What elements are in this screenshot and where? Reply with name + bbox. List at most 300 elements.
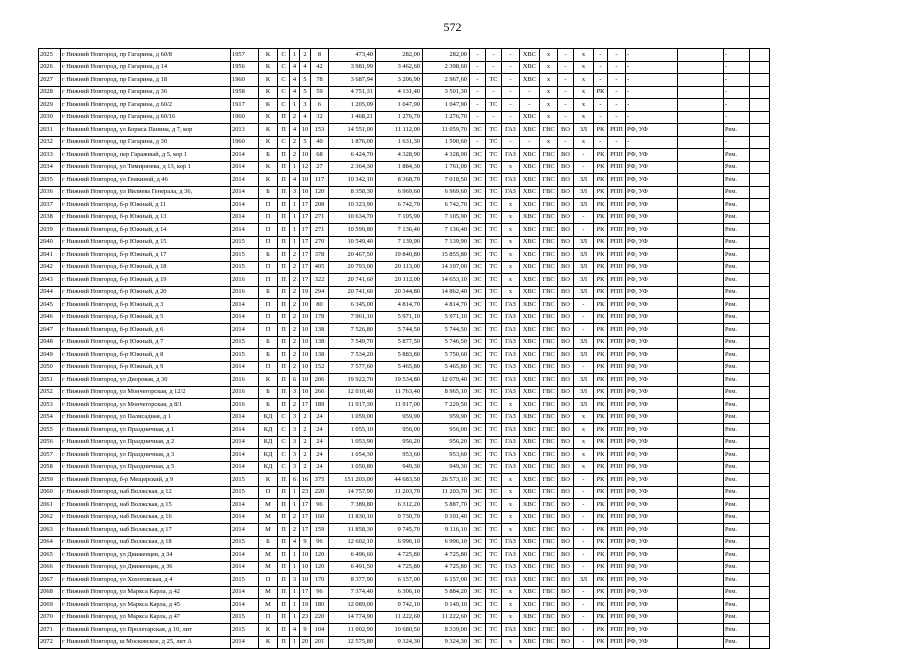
cell-sewerage: ВО: [558, 561, 574, 574]
cell-total-area: 14 757,90: [329, 486, 376, 499]
table-row: [39, 336, 770, 349]
cell-extra: [750, 49, 770, 62]
table-row: [39, 599, 770, 612]
cell-blank: [678, 599, 724, 612]
cell-total-area: 1 468,21: [329, 111, 376, 124]
cell-cold-water: ХВС: [520, 424, 540, 437]
cell-wall: С: [278, 424, 290, 437]
cell-material: Б: [259, 149, 278, 162]
cell-gas: х: [502, 499, 520, 512]
cell-material: К: [259, 86, 278, 99]
cell-address: г Нижний Новгород, ул Генкиной, д 46: [61, 174, 231, 187]
cell-material: М: [259, 599, 278, 612]
cell-total-area: 3 687,94: [329, 74, 376, 87]
cell-private-area: 1 590,60: [423, 136, 470, 149]
cell-address: г Нижний Новгород, ул Маркса Карла, д 42: [61, 586, 231, 599]
cell-extra: [750, 311, 770, 324]
cell-sewerage: ВО: [558, 186, 574, 199]
table-row: [39, 486, 770, 499]
cell-waste-chute: -: [574, 524, 594, 537]
cell-private-area: 953,60: [423, 449, 470, 462]
cell-elevator: РПП: [608, 124, 626, 137]
cell-apartments: 206: [311, 374, 329, 387]
cell-gas: ГАЗ: [502, 186, 520, 199]
cell-waste-chute: х: [574, 424, 594, 437]
cell-elevator: РПП: [608, 386, 626, 399]
cell-material: Б: [259, 286, 278, 299]
cell-row-number: 2058: [39, 461, 61, 474]
cell-row-number: 2043: [39, 274, 61, 287]
cell-row-number: 2072: [39, 636, 61, 649]
cell-gas: х: [502, 249, 520, 262]
cell-private-area: 959,90: [423, 411, 470, 424]
cell-floors: 20: [300, 636, 311, 649]
cell-blank: [678, 374, 724, 387]
cell-heating: ТС: [486, 249, 502, 262]
cell-floors: 10: [300, 311, 311, 324]
cell-heating: ТС: [486, 211, 502, 224]
cell-sections: 3: [290, 461, 300, 474]
cell-apartments: 24: [311, 449, 329, 462]
cell-material: П: [259, 236, 278, 249]
cell-apartments: 170: [311, 574, 329, 587]
cell-hot-water: х: [540, 111, 558, 124]
cell-wall: П: [278, 311, 290, 324]
cell-address: г Нижний Новгород, б-р Южный, д 18: [61, 261, 231, 274]
cell-address: г Нижний Новгород, наб Волжская, д 18: [61, 536, 231, 549]
table-row: [39, 374, 770, 387]
cell-elevator: РПП: [608, 424, 626, 437]
cell-gas: х: [502, 524, 520, 537]
cell-cold-water: ХВС: [520, 561, 540, 574]
cell-sewerage: ВО: [558, 536, 574, 549]
cell-extra: [750, 274, 770, 287]
cell-material: К: [259, 99, 278, 112]
cell-elevator: РПП: [608, 211, 626, 224]
cell-facade: -: [626, 61, 678, 74]
cell-roof-repair: РК: [594, 161, 608, 174]
cell-total-area: 7 526,80: [329, 324, 376, 337]
cell-extra: [750, 586, 770, 599]
cell-total-area: 8 377,90: [329, 574, 376, 587]
table-row: [39, 411, 770, 424]
cell-address: г Нижний Новгород, б-р Южный, д 7: [61, 336, 231, 349]
cell-wall: П: [278, 236, 290, 249]
cell-remark: Рем.: [724, 411, 750, 424]
cell-address: г Нижний Новгород, б-р Южный, д 11: [61, 199, 231, 212]
cell-roof-repair: -: [594, 49, 608, 62]
cell-total-area: 7 549,70: [329, 336, 376, 349]
cell-gas: -: [502, 61, 520, 74]
cell-extra: [750, 411, 770, 424]
cell-electricity: ЭС: [470, 586, 486, 599]
cell-apartments: 96: [311, 586, 329, 599]
cell-heating: ТС: [486, 199, 502, 212]
cell-elevator: РПП: [608, 299, 626, 312]
cell-sewerage: -: [558, 86, 574, 99]
cell-gas: ГАЗ: [502, 149, 520, 162]
cell-total-area: 7 534,20: [329, 349, 376, 362]
cell-private-area: 9 116,10: [423, 524, 470, 537]
cell-floors: 2: [300, 436, 311, 449]
cell-sections: 2: [290, 149, 300, 162]
cell-elevator: -: [608, 74, 626, 87]
cell-extra: [750, 61, 770, 74]
cell-address: г Нижний Новгород, ш Московское, д 25, лит А: [61, 636, 231, 649]
cell-roof-repair: РК: [594, 611, 608, 624]
cell-elevator: РПП: [608, 161, 626, 174]
cell-build-year: 2016: [231, 386, 259, 399]
cell-row-number: 2066: [39, 561, 61, 574]
cell-hot-water: ГВС: [540, 199, 558, 212]
cell-total-area: 10 634,70: [329, 211, 376, 224]
cell-gas: ГАЗ: [502, 561, 520, 574]
cell-material: Б: [259, 336, 278, 349]
cell-cold-water: ХВС: [520, 386, 540, 399]
cell-remark: Рем.: [724, 586, 750, 599]
cell-electricity: ЭС: [470, 324, 486, 337]
cell-private-area: 956,20: [423, 436, 470, 449]
cell-roof-repair: РК: [594, 211, 608, 224]
cell-build-year: 2014: [231, 186, 259, 199]
cell-build-year: 1957: [231, 49, 259, 62]
cell-waste-chute: -: [574, 361, 594, 374]
cell-heating: ТС: [486, 324, 502, 337]
cell-living-area: 6 157,00: [376, 574, 423, 587]
cell-remark: Рем.: [724, 549, 750, 562]
cell-hot-water: ГВС: [540, 586, 558, 599]
cell-cold-water: ХВС: [520, 599, 540, 612]
cell-build-year: 2015: [231, 536, 259, 549]
cell-living-area: 11 112,00: [376, 124, 423, 137]
cell-living-area: 4 814,70: [376, 299, 423, 312]
cell-sewerage: ВО: [558, 499, 574, 512]
cell-waste-chute: х: [574, 61, 594, 74]
cell-remark: -: [724, 111, 750, 124]
cell-electricity: ЭС: [470, 474, 486, 487]
cell-heating: ТС: [486, 311, 502, 324]
cell-floors: 2: [300, 411, 311, 424]
cell-living-area: 9 324,30: [376, 636, 423, 649]
cell-remark: -: [724, 49, 750, 62]
cell-sections: 1: [290, 199, 300, 212]
cell-blank: [678, 211, 724, 224]
cell-heating: ТС: [486, 611, 502, 624]
cell-private-area: 5 884,20: [423, 586, 470, 599]
cell-living-area: 4 725,80: [376, 549, 423, 562]
cell-cold-water: ХВС: [520, 486, 540, 499]
cell-cold-water: ХВС: [520, 236, 540, 249]
cell-cold-water: -: [520, 136, 540, 149]
cell-elevator: РПП: [608, 586, 626, 599]
cell-total-area: 6 496,60: [329, 549, 376, 562]
cell-elevator: РПП: [608, 599, 626, 612]
cell-build-year: 2015: [231, 249, 259, 262]
cell-extra: [750, 349, 770, 362]
cell-sewerage: ВО: [558, 524, 574, 537]
cell-floors: 19: [300, 599, 311, 612]
cell-sections: 6: [290, 474, 300, 487]
cell-gas: х: [502, 636, 520, 649]
cell-electricity: ЭС: [470, 299, 486, 312]
table-row: [39, 186, 770, 199]
cell-cold-water: ХВС: [520, 311, 540, 324]
cell-build-year: 2014: [231, 311, 259, 324]
cell-total-area: 12 575,80: [329, 636, 376, 649]
cell-floors: 17: [300, 236, 311, 249]
cell-material: К: [259, 636, 278, 649]
cell-total-area: 151 203,00: [329, 474, 376, 487]
cell-hot-water: ГВС: [540, 174, 558, 187]
cell-remark: Рем.: [724, 374, 750, 387]
cell-sections: 3: [290, 411, 300, 424]
cell-extra: [750, 574, 770, 587]
cell-living-area: 6 742,70: [376, 199, 423, 212]
cell-row-number: 2063: [39, 524, 61, 537]
cell-waste-chute: ЗЛ: [574, 349, 594, 362]
cell-heating: ТС: [486, 274, 502, 287]
cell-blank: [678, 149, 724, 162]
cell-hot-water: ГВС: [540, 161, 558, 174]
cell-sections: 4: [290, 174, 300, 187]
cell-wall: С: [278, 411, 290, 424]
cell-elevator: РПП: [608, 311, 626, 324]
cell-private-area: 8 339,00: [423, 624, 470, 637]
cell-waste-chute: -: [574, 636, 594, 649]
cell-total-area: 20 741,60: [329, 274, 376, 287]
cell-address: г Нижний Новгород, пер Гаражный, д 5, кор 1: [61, 149, 231, 162]
cell-waste-chute: ЗЛ: [574, 249, 594, 262]
cell-address: г Нижний Новгород, ул Дворовая, д 30: [61, 374, 231, 387]
cell-address: г Нижний Новгород, ул Тимирязева, д 13, кор 1: [61, 161, 231, 174]
cell-gas: х: [502, 224, 520, 237]
cell-row-number: 2029: [39, 99, 61, 112]
cell-gas: ГАЗ: [502, 461, 520, 474]
cell-sewerage: ВО: [558, 274, 574, 287]
cell-remark: Рем.: [724, 436, 750, 449]
cell-build-year: 2016: [231, 399, 259, 412]
cell-facade: РФ, УФ: [626, 149, 678, 162]
cell-row-number: 2067: [39, 574, 61, 587]
cell-waste-chute: -: [574, 211, 594, 224]
table-row: [39, 549, 770, 562]
cell-roof-repair: РК: [594, 499, 608, 512]
cell-apartments: 80: [311, 299, 329, 312]
cell-blank: [678, 174, 724, 187]
cell-wall: П: [278, 624, 290, 637]
cell-material: Б: [259, 536, 278, 549]
cell-electricity: ЭС: [470, 461, 486, 474]
cell-apartments: 40: [311, 136, 329, 149]
cell-electricity: ЭС: [470, 261, 486, 274]
cell-private-area: 7 229,50: [423, 399, 470, 412]
cell-total-area: 2 364,30: [329, 161, 376, 174]
cell-address: г Нижний Новгород, ул Ивлиева Генерала, д 36,: [61, 186, 231, 199]
cell-private-area: 2 398,60: [423, 61, 470, 74]
cell-gas: -: [502, 74, 520, 87]
cell-floors: 4: [300, 61, 311, 74]
cell-living-area: 6 969,60: [376, 186, 423, 199]
cell-roof-repair: -: [594, 99, 608, 112]
cell-floors: 17: [300, 211, 311, 224]
cell-total-area: 12 602,10: [329, 536, 376, 549]
cell-apartments: 138: [311, 336, 329, 349]
cell-build-year: 2014: [231, 549, 259, 562]
cell-material: КД: [259, 436, 278, 449]
cell-blank: [678, 286, 724, 299]
cell-private-area: 9 101,40: [423, 511, 470, 524]
cell-cold-water: ХВС: [520, 74, 540, 87]
cell-apartments: 24: [311, 411, 329, 424]
cell-material: К: [259, 136, 278, 149]
cell-blank: [678, 411, 724, 424]
cell-gas: х: [502, 611, 520, 624]
cell-electricity: ЭС: [470, 636, 486, 649]
cell-heating: ТС: [486, 561, 502, 574]
cell-hot-water: ГВС: [540, 536, 558, 549]
cell-blank: [678, 124, 724, 137]
cell-heating: ТС: [486, 399, 502, 412]
cell-sewerage: ВО: [558, 249, 574, 262]
cell-material: П: [259, 211, 278, 224]
cell-heating: ТС: [486, 499, 502, 512]
cell-extra: [750, 86, 770, 99]
cell-elevator: РПП: [608, 411, 626, 424]
cell-electricity: ЭС: [470, 611, 486, 624]
cell-build-year: 2014: [231, 461, 259, 474]
cell-blank: [678, 61, 724, 74]
cell-row-number: 2071: [39, 624, 61, 637]
cell-extra: [750, 249, 770, 262]
cell-extra: [750, 149, 770, 162]
cell-build-year: 2016: [231, 286, 259, 299]
table-row: [39, 224, 770, 237]
cell-remark: Рем.: [724, 611, 750, 624]
cell-electricity: ЭС: [470, 124, 486, 137]
cell-apartments: 294: [311, 286, 329, 299]
cell-elevator: РПП: [608, 261, 626, 274]
cell-remark: Рем.: [724, 511, 750, 524]
cell-gas: х: [502, 211, 520, 224]
cell-gas: ГАЗ: [502, 336, 520, 349]
cell-waste-chute: х: [574, 449, 594, 462]
cell-gas: ГАЗ: [502, 311, 520, 324]
cell-remark: Рем.: [724, 449, 750, 462]
cell-heating: ТС: [486, 136, 502, 149]
cell-wall: П: [278, 549, 290, 562]
cell-heating: ТС: [486, 236, 502, 249]
cell-remark: Рем.: [724, 199, 750, 212]
cell-total-area: 8 358,30: [329, 186, 376, 199]
cell-elevator: РПП: [608, 249, 626, 262]
cell-total-area: 6 491,50: [329, 561, 376, 574]
cell-private-area: 2 967,60: [423, 74, 470, 87]
cell-apartments: 138: [311, 349, 329, 362]
cell-waste-chute: х: [574, 49, 594, 62]
cell-floors: 17: [300, 274, 311, 287]
cell-facade: РФ, УФ: [626, 424, 678, 437]
cell-private-area: 956,00: [423, 424, 470, 437]
cell-gas: ГАЗ: [502, 299, 520, 312]
cell-roof-repair: РК: [594, 349, 608, 362]
cell-hot-water: ГВС: [540, 286, 558, 299]
cell-address: г Нижний Новгород, пр Гагарина, д 60/16: [61, 111, 231, 124]
cell-wall: П: [278, 336, 290, 349]
cell-material: П: [259, 574, 278, 587]
cell-heating: ТС: [486, 474, 502, 487]
cell-sewerage: ВО: [558, 324, 574, 337]
cell-roof-repair: РК: [594, 561, 608, 574]
cell-electricity: ЭС: [470, 349, 486, 362]
table-row: [39, 149, 770, 162]
cell-cold-water: ХВС: [520, 249, 540, 262]
cell-row-number: 2051: [39, 374, 61, 387]
cell-floors: 10: [300, 149, 311, 162]
cell-living-area: 20 112,00: [376, 274, 423, 287]
cell-hot-water: ГВС: [540, 399, 558, 412]
cell-facade: РФ, УФ: [626, 386, 678, 399]
cell-wall: П: [278, 386, 290, 399]
cell-address: г Нижний Новгород, пр Гагарина, д 18: [61, 74, 231, 87]
cell-remark: Рем.: [724, 286, 750, 299]
cell-private-area: 5 887,70: [423, 499, 470, 512]
cell-private-area: 14 107,00: [423, 261, 470, 274]
cell-address: г Нижний Новгород, б-р Южный, д 17: [61, 249, 231, 262]
cell-address: г Нижний Новгород, наб Волжская, д 17: [61, 524, 231, 537]
cell-facade: РФ, УФ: [626, 474, 678, 487]
table-row: [39, 424, 770, 437]
cell-address: г Нижний Новгород, б-р Южный, д 5: [61, 311, 231, 324]
cell-row-number: 2056: [39, 436, 61, 449]
cell-facade: РФ, УФ: [626, 211, 678, 224]
cell-roof-repair: -: [594, 111, 608, 124]
cell-facade: РФ, УФ: [626, 361, 678, 374]
cell-build-year: 2015: [231, 261, 259, 274]
cell-gas: ГАЗ: [502, 174, 520, 187]
cell-address: г Нижний Новгород, ул Хохотовская, д 4: [61, 574, 231, 587]
cell-wall: П: [278, 474, 290, 487]
cell-material: М: [259, 586, 278, 599]
cell-wall: С: [278, 61, 290, 74]
cell-wall: П: [278, 224, 290, 237]
cell-roof-repair: РК: [594, 336, 608, 349]
cell-cold-water: ХВС: [520, 499, 540, 512]
cell-heating: ТС: [486, 374, 502, 387]
cell-facade: РФ, УФ: [626, 249, 678, 262]
cell-sewerage: ВО: [558, 236, 574, 249]
cell-elevator: РПП: [608, 324, 626, 337]
cell-blank: [678, 349, 724, 362]
cell-living-area: 953,60: [376, 449, 423, 462]
cell-wall: П: [278, 249, 290, 262]
cell-facade: РФ, УФ: [626, 399, 678, 412]
cell-hot-water: ГВС: [540, 636, 558, 649]
cell-wall: С: [278, 74, 290, 87]
cell-electricity: -: [470, 99, 486, 112]
cell-blank: [678, 249, 724, 262]
cell-electricity: ЭС: [470, 274, 486, 287]
cell-sections: 1: [290, 161, 300, 174]
cell-sections: 2: [290, 311, 300, 324]
cell-remark: Рем.: [724, 599, 750, 612]
cell-living-area: 7 105,90: [376, 211, 423, 224]
cell-floors: 5: [300, 136, 311, 149]
cell-facade: РФ, УФ: [626, 224, 678, 237]
cell-build-year: 2015: [231, 624, 259, 637]
cell-build-year: 2014: [231, 299, 259, 312]
cell-total-area: 1 050,80: [329, 461, 376, 474]
cell-extra: [750, 186, 770, 199]
